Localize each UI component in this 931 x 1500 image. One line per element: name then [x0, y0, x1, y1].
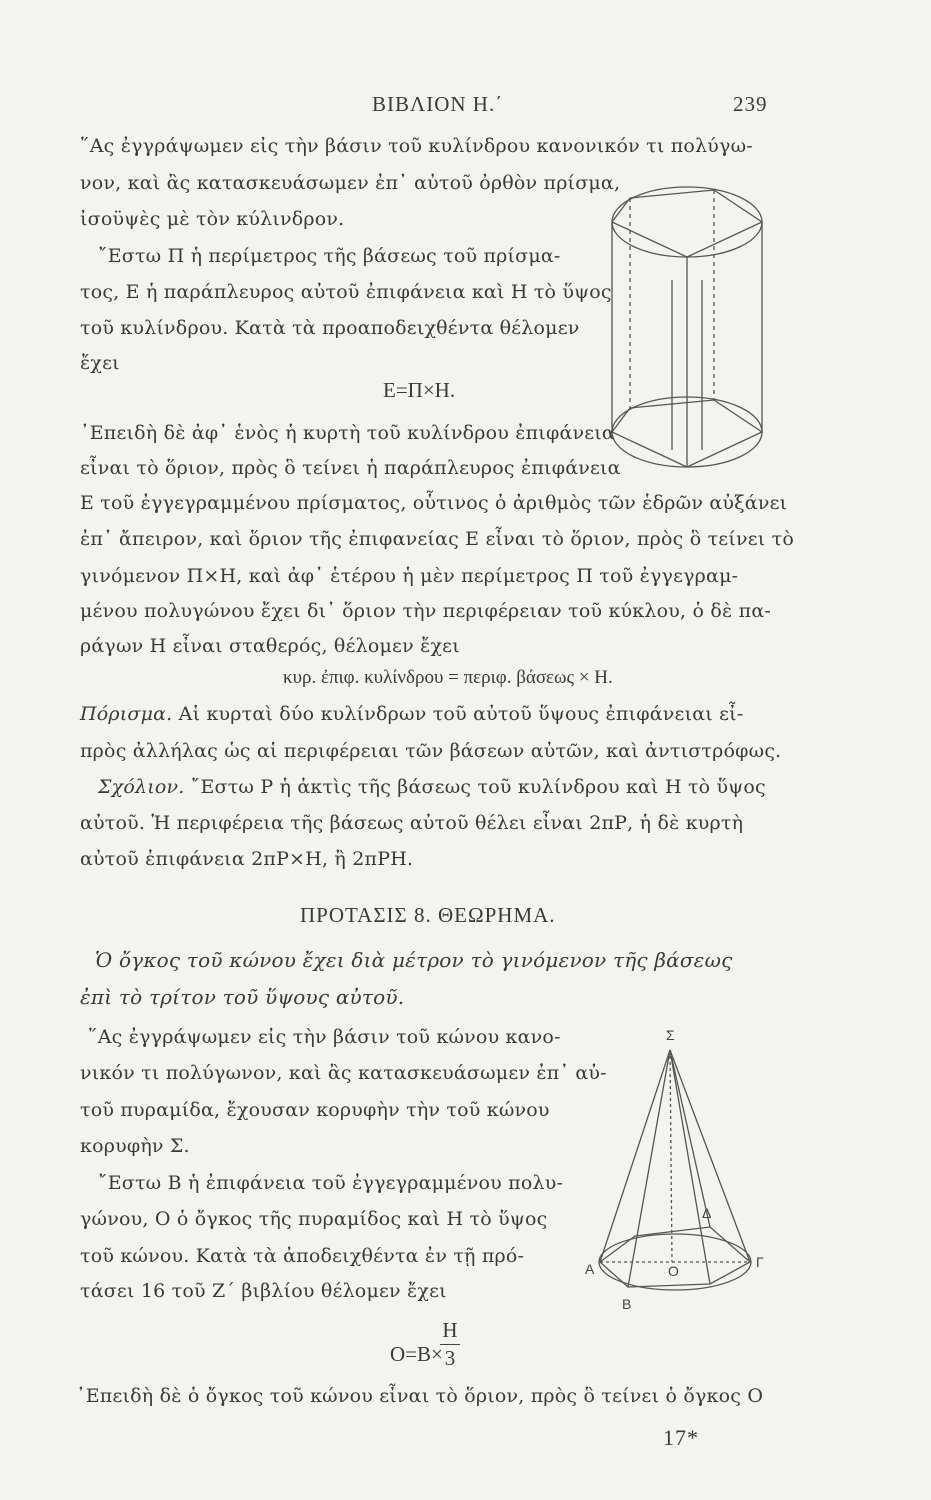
- page-number: 239: [733, 92, 768, 116]
- text-line: πρὸς ἀλλήλας ὡς αἱ περιφέρειαι τῶν βάσεων αὐτῶν, καὶ ἀντιστρόφως.: [80, 740, 782, 762]
- text-line: ᾿Επειδὴ δὲ ὁ ὄγκος τοῦ κώνου εἶναι τὸ ὅριον, πρὸς ὃ τείνει ὁ ὄγκος Ο: [76, 1385, 764, 1407]
- cone-figure: [580, 1022, 780, 1322]
- proposition-title: ΠΡΟΤΑΣΙΣ 8. ΘΕΩΡΗΜΑ.: [300, 903, 556, 927]
- signature-mark: 17*: [663, 1425, 699, 1450]
- text-line: τοῦ κώνου. Κατὰ τὰ ἀποδειχθέντα ἐν τῇ πρό-: [80, 1245, 525, 1267]
- equation-prism-surface: Ε=Π×Η.: [383, 378, 456, 402]
- text-line: εἶναι τὸ ὅριον, πρὸς ὃ τείνει ἡ παράπλευρος ἐπιφάνεια: [80, 457, 621, 479]
- porisma-line: [80, 703, 743, 725]
- fraction-numerator: Η: [442, 1318, 458, 1342]
- text-line: ἔχει: [80, 352, 120, 374]
- equation-pyramid-volume: [390, 1342, 443, 1367]
- fraction-bar: [440, 1344, 460, 1345]
- running-title: ΒΙΒΛΙΟΝ Η.΄: [372, 92, 504, 116]
- text-line: ῞Ας ἐγγράψωμεν εἰς τὴν βάσιν τοῦ κυλίνδρου κανονικόν τι πολύγω-: [80, 135, 753, 157]
- text-line: νον, καὶ ἂς κατασκευάσωμεν ἐπ᾽ αὐτοῦ ὀρθὸν πρίσμα,: [80, 172, 621, 194]
- text-line: τος, Ε ἡ παράπλευρος αὐτοῦ ἐπιφάνεια καὶ Η τὸ ὕψος: [80, 281, 612, 303]
- center-o-label: Ο: [668, 1263, 679, 1279]
- text-line: ἰσοϋψὲς μὲ τὸν κύλινδρον.: [80, 208, 345, 230]
- text-line: τάσει 16 τοῦ Ζ΄ βιβλίου θέλομεν ἔχει: [80, 1280, 447, 1302]
- cylinder-figure: [602, 180, 782, 490]
- scholion-label: Σχόλιον.: [98, 776, 185, 798]
- vertex-b-label: Β: [622, 1296, 632, 1312]
- theorem-statement: Ὁ ὄγκος τοῦ κώνου ἔχει διὰ μέτρον τὸ γινόμενον τῆς βάσεως: [95, 948, 733, 972]
- text-line: τοῦ πυραμίδα, ἔχουσαν κορυφὴν τὴν τοῦ κώνου: [80, 1099, 550, 1121]
- text-line: κορυφὴν Σ.: [80, 1135, 190, 1157]
- fraction-denominator: 3: [444, 1346, 456, 1370]
- text-line: ᾿Επειδὴ δὲ ἀφ᾽ ἑνὸς ἡ κυρτὴ τοῦ κυλίνδρου ἐπιφάνεια: [80, 422, 615, 444]
- porisma-label: Πόρισμα.: [80, 703, 173, 725]
- text-line: γώνου, Ο ὁ ὄγκος τῆς πυραμίδος καὶ Η τὸ ὕψος: [80, 1208, 548, 1230]
- text-line: ἐπ᾽ ἄπειρον, καὶ ὅριον τῆς ἐπιφανείας Ε εἶναι τὸ ὅριον, πρὸς ὃ τείνει τὸ: [80, 528, 795, 550]
- text-line: Ε τοῦ ἐγγεγραμμένου πρίσματος, οὗτινος ὁ ἀριθμὸς τῶν ἑδρῶν αὐξάνει: [80, 492, 788, 514]
- text-line: γινόμενον Π×Η, καὶ ἀφ᾽ ἑτέρου ἡ μὲν περίμετρος Π τοῦ ἐγγεγραμ-: [80, 565, 739, 587]
- equation-lhs: Ο=Β×: [390, 1342, 443, 1366]
- scholion-line: [98, 776, 766, 798]
- text-line: αὐτοῦ ἐπιφάνεια 2πΡ×Η, ἢ 2πΡΗ.: [80, 848, 414, 870]
- text-line: αὐτοῦ. Ἡ περιφέρεια τῆς βάσεως αὐτοῦ θέλει εἶναι 2πΡ, ἡ δὲ κυρτὴ: [80, 812, 744, 834]
- text-line: ράγων Η εἶναι σταθερός, θέλομεν ἔχει: [80, 635, 460, 657]
- porisma-text: Αἱ κυρταὶ δύο κυλίνδρων τοῦ αὐτοῦ ὕψους ἐπιφάνειαι εἶ-: [172, 703, 744, 725]
- vertex-a-label: Α: [585, 1261, 595, 1277]
- text-line: ῎Εστω Π ἡ περίμετρος τῆς βάσεως τοῦ πρίσμα-: [98, 245, 561, 267]
- text-line: ῎Εστω Β ἡ ἐπιφάνεια τοῦ ἐγγεγραμμένου πολυ-: [98, 1172, 564, 1194]
- equation-cylinder-surface: κυρ. ἐπιφ. κυλίνδρου = περιφ. βάσεως × Η.: [283, 667, 613, 688]
- vertex-g-label: Γ: [756, 1254, 764, 1270]
- text-line: νικόν τι πολύγωνον, καὶ ἂς κατασκευάσωμεν ἐπ᾽ αὐ-: [80, 1062, 607, 1084]
- text-line: ῞Ας ἐγγράψωμεν εἰς τὴν βάσιν τοῦ κώνου κανο-: [88, 1026, 561, 1048]
- text-line: τοῦ κυλίνδρου. Κατὰ τὰ προαποδειχθέντα θέλομεν: [80, 317, 580, 339]
- theorem-statement: ἐπὶ τὸ τρίτον τοῦ ὕψους αὐτοῦ.: [80, 985, 405, 1009]
- apex-label: Σ: [666, 1027, 675, 1043]
- scholion-text: ῎Εστω Ρ ἡ ἀκτὶς τῆς βάσεως τοῦ κυλίνδρου καὶ Η τὸ ὕψος: [184, 776, 766, 798]
- vertex-d-label: Δ: [702, 1205, 712, 1221]
- fraction: [440, 1318, 460, 1371]
- text-line: μένου πολυγώνου ἔχει δι᾽ ὅριον τὴν περιφέρειαν τοῦ κύκλου, ὁ δὲ πα-: [80, 600, 771, 622]
